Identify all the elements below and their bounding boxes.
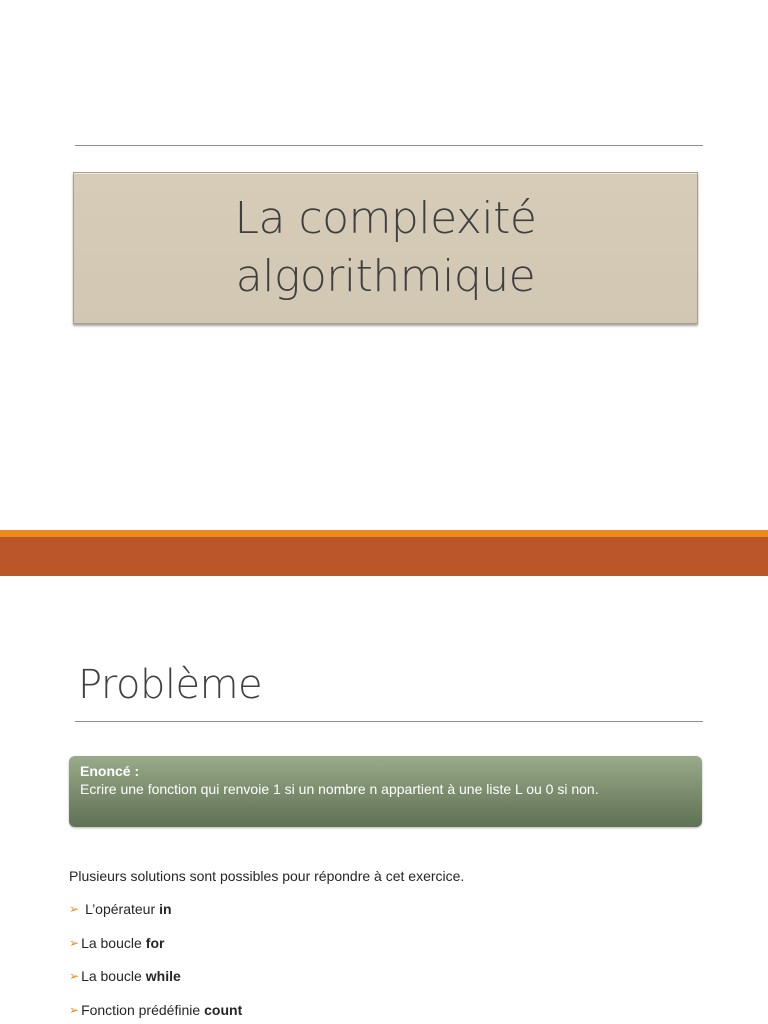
- arrow-bullet-icon: ➢: [69, 1003, 80, 1017]
- arrow-bullet-icon: ➢: [69, 936, 80, 950]
- list-item-keyword: in: [159, 901, 172, 917]
- title-divider: [75, 145, 703, 146]
- list-item-text: L’opérateur: [85, 901, 156, 917]
- slide-title-line-2: algorithmique: [235, 251, 536, 302]
- list-item-text: Fonction prédéfinie: [81, 1002, 201, 1018]
- slide-title-line-1: La complexité: [234, 193, 537, 244]
- statement-text: Ecrire une fonction qui renvoie 1 si un nombre n appartient à une liste L ou 0 si non.: [80, 781, 599, 797]
- title-box: [73, 172, 698, 324]
- accent-band-orange: [0, 530, 768, 537]
- accent-band-rust: [0, 537, 768, 576]
- list-item-keyword: count: [204, 1002, 243, 1018]
- list-item: [69, 1002, 242, 1018]
- intro-text: Plusieurs solutions sont possibles pour répondre à cet exercice.: [69, 868, 465, 884]
- list-item-keyword: for: [145, 935, 165, 951]
- list-item-text: La boucle: [81, 935, 142, 951]
- statement-box: [69, 756, 702, 827]
- arrow-bullet-icon: ➢: [69, 969, 80, 983]
- list-item: [69, 968, 181, 984]
- statement-label: Enoncé :: [80, 763, 140, 779]
- arrow-bullet-icon: ➢: [69, 902, 80, 916]
- list-item: [69, 935, 164, 951]
- list-item: [69, 901, 172, 917]
- list-item-keyword: while: [145, 968, 181, 984]
- slide-heading: Problème: [78, 662, 263, 708]
- list-item-text: La boucle: [81, 968, 142, 984]
- heading-divider: [75, 721, 703, 722]
